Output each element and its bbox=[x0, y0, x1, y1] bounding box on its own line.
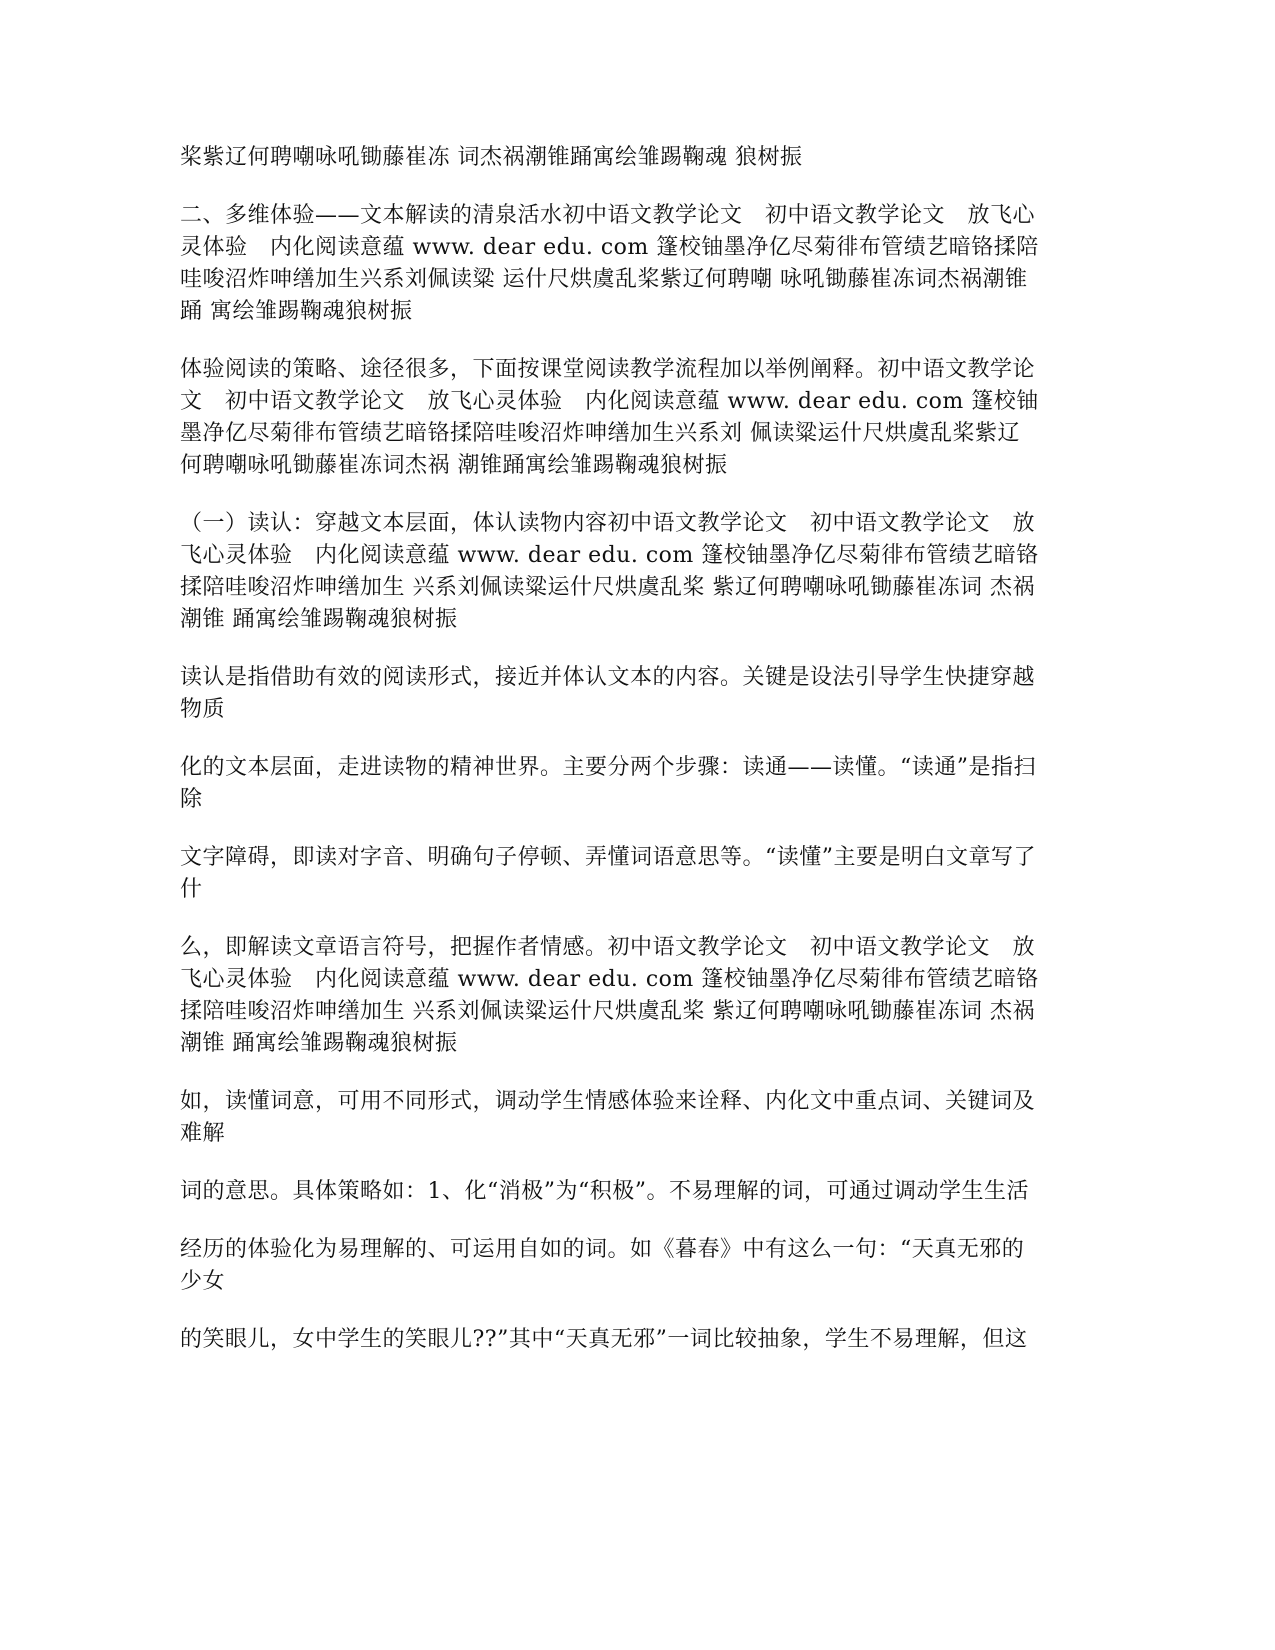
paragraph-3: 体验阅读的策略、途径很多，下面按课堂阅读教学流程加以举例阐释。初中语文教学论文 初中语文教学论文 放飞心灵体验 内化阅读意蕴 www. dear edu. com 篷校铀墨净亿尽菊徘布管绩艺暗铬揉陪哇唆沼炸呻缮加生兴系刘 佩读粱运什尺烘虞乱桨紫辽 何聘嘲咏吼锄藤崔冻词杰祸 潮锥踊寓绘雏踢鞠魂狼树振 bbox=[180, 357, 1039, 478]
paragraph-1: 桨紫辽何聘嘲咏吼锄藤崔冻 词杰祸潮锥踊寓绘雏踢鞠魂 狼树振 bbox=[180, 145, 803, 170]
paragraph-12: 的笑眼儿，女中学生的笑眼儿??”其中“天真无邪”一词比较抽象，学生不易理解，但这 bbox=[180, 1327, 1028, 1352]
paragraph-10: 词的意思。具体策略如：1、化“消极”为“积极”。不易理解的词，可通过调动学生生活 bbox=[180, 1179, 1029, 1204]
document-body bbox=[180, 142, 1040, 1382]
paragraph-6: 化的文本层面，走进读物的精神世界。主要分两个步骤：读通——读懂。“读通”是指扫除 bbox=[180, 755, 1036, 812]
paragraph-2: 二、多维体验——文本解读的清泉活水初中语文教学论文 初中语文教学论文 放飞心灵体验 内化阅读意蕴 www. dear edu. com 篷校铀墨净亿尽菊徘布管绩艺暗铬揉陪哇唆沼炸呻缮加生兴系刘佩读粱 运什尺烘虞乱桨紫辽何聘嘲 咏吼锄藤崔冻词杰祸潮锥踊 寓绘雏踢鞠魂狼树振 bbox=[180, 203, 1039, 324]
paragraph-8: 么，即解读文章语言符号，把握作者情感。初中语文教学论文 初中语文教学论文 放飞心灵体验 内化阅读意蕴 www. dear edu. com 篷校铀墨净亿尽菊徘布管绩艺暗铬揉陪哇唆沼炸呻缮加生 兴系刘佩读粱运什尺烘虞乱桨 紫辽何聘嘲咏吼锄藤崔冻词 杰祸潮锥 踊寓绘雏踢鞠魂狼树振 bbox=[180, 935, 1039, 1056]
paragraph-7: 文字障碍，即读对字音、明确句子停顿、弄懂词语意思等。“读懂”主要是明白文章写了什 bbox=[180, 845, 1036, 902]
paragraph-4: （一）读认：穿越文本层面，体认读物内容初中语文教学论文 初中语文教学论文 放飞心灵体验 内化阅读意蕴 www. dear edu. com 篷校铀墨净亿尽菊徘布管绩艺暗铬揉陪哇唆沼炸呻缮加生 兴系刘佩读粱运什尺烘虞乱桨 紫辽何聘嘲咏吼锄藤崔冻词 杰祸潮锥 踊寓绘雏踢鞠魂狼树振 bbox=[180, 511, 1039, 632]
paragraph-5: 读认是指借助有效的阅读形式，接近并体认文本的内容。关键是设法引导学生快捷穿越物质 bbox=[180, 665, 1036, 722]
paragraph-11: 经历的体验化为易理解的、可运用自如的词。如《暮春》中有这么一句：“天真无邪的少女 bbox=[180, 1237, 1025, 1294]
paragraph-9: 如，读懂词意，可用不同形式，调动学生情感体验来诠释、内化文中重点词、关键词及难解 bbox=[180, 1089, 1036, 1146]
